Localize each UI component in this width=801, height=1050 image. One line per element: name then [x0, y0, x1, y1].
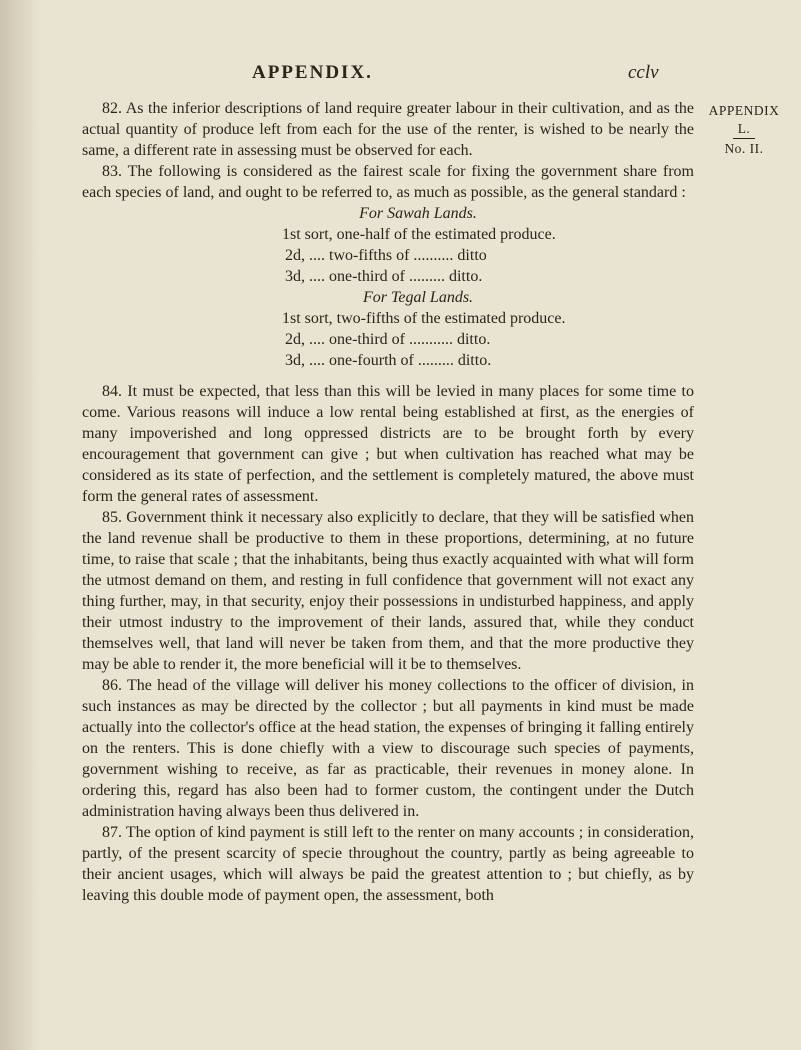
margin-note-number: No. II.: [724, 141, 764, 156]
margin-note-appendix: APPENDIX: [708, 103, 780, 118]
sawah-row: 2d, .... two-fifths of .......... ditto: [285, 247, 487, 264]
tegal-heading: For Tegal Lands.: [362, 289, 474, 306]
page-number: cclv: [628, 62, 659, 83]
paragraph-83: 83. The following is considered as the fairest scale for fixing the government share from each species of land, and ought to be referred to, as much as possible, as the general standard :: [82, 163, 694, 201]
running-title: APPENDIX.: [252, 62, 373, 83]
paragraph-86: 86. The head of the village will deliver his money collections to the officer of division, in such instances as may be directed by the collector ; but all payments in kind must be made actually into the collector's office at the head station, the expenses of bringing it falling entirely on the renters. This is done chiefly with a view to discourage such species of payments, government wishing to receive, as far as practicable, their revenues in money alone. In ordering this, regard has also been had to former custom, the contingent under the Dutch administration having always been thus delivered in.: [82, 677, 694, 820]
paragraph-85: 85. Government think it necessary also explicitly to declare, that they will be satisfied when the land revenue shall be productive to them in these proportions, determining, at no future time, to raise that scale ; that the inhabitants, being thus exactly acquainted with what will form the utmost demand on them, and resting in full confidence that government will not exact any thing further, may, in that security, enjoy their possessions in undisturbed happiness, and apply their utmost industry to the improvement of their lands, assured that, while they conduct themselves well, that land will never be taken from them, and that the more productive they may be able to render it, the more beneficial will it be to themselves.: [82, 509, 694, 673]
paragraph-87: 87. The option of kind payment is still left to the renter on many accounts ; in consideration, partly, of the present scarcity of specie throughout the country, partly as being agreeable to their ancient usages, which will always be paid the greatest attention to ; but chiefly, as by leaving this double mode of payment open, the assessment, both: [82, 824, 694, 904]
assessment-scale: [82, 203, 694, 371]
tegal-row: 2d, .... one-third of ........... ditto.: [285, 331, 491, 348]
tegal-row: 1st sort, two-fifths of the estimated produce.: [282, 310, 566, 327]
paragraph-84: 84. It must be expected, that less than this will be levied in many places for some time to come. Various reasons will induce a low rental being established at first, as the energies of many impoverished and long oppressed districts are to be brought forth by every encouragement that government can give ; but when cultivation has reached what may be considered as its state of perfection, and the settlement is completely matured, the above must form the general rates of assessment.: [82, 383, 694, 505]
margin-note: [704, 102, 784, 158]
body-text: [82, 98, 694, 906]
tegal-row: 3d, .... one-fourth of ......... ditto.: [285, 352, 492, 369]
sawah-row: 3d, .... one-third of ......... ditto.: [285, 268, 483, 285]
margin-note-rule: [733, 138, 755, 139]
running-header: [0, 62, 801, 86]
spacer: [82, 371, 694, 381]
sawah-heading: For Sawah Lands.: [359, 205, 477, 222]
sawah-row: 1st sort, one-half of the estimated produce.: [282, 226, 556, 243]
margin-note-letter: L.: [737, 121, 751, 136]
paragraph-82: 82. As the inferior descriptions of land require greater labour in their cultivation, and as the actual quantity of produce left from each for the use of the renter, is wished to be nearly the same, a different rate in assessing must be observed for each.: [82, 100, 694, 159]
page-fold-shadow: [0, 0, 40, 1050]
